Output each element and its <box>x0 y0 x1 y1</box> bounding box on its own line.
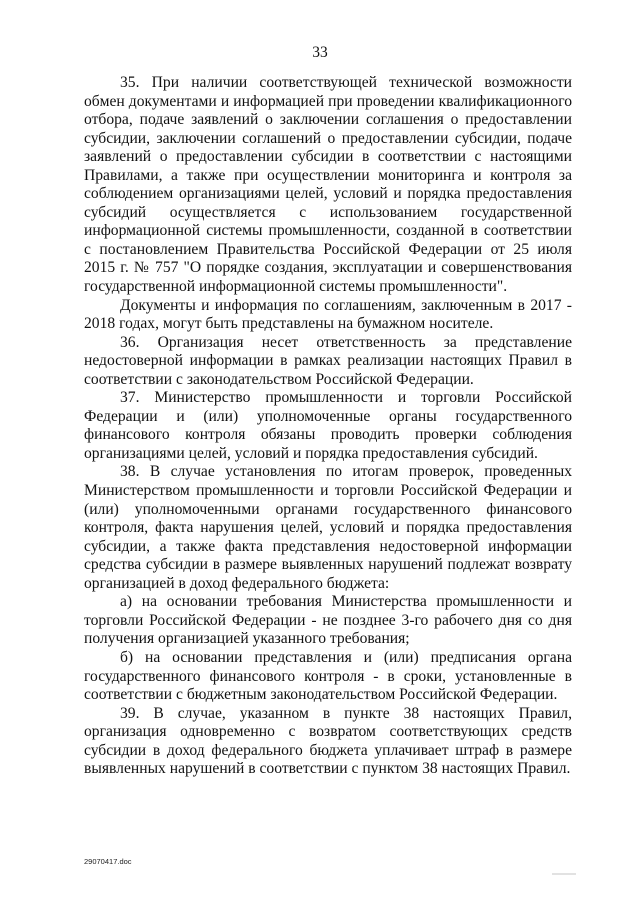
paragraph-38-item-b: б) на основании представления и (или) предписания органа государственного финансового контроля - в сроки, установленные в соответствии с бюджетным законодательством Российской Федерации. <box>84 648 572 704</box>
page-number: 33 <box>312 44 328 61</box>
scan-mark <box>552 873 576 875</box>
paragraph-37: 37. Министерство промышленности и торговли Российской Федерации и (или) уполномоченные органы государственного финансового контроля обязаны проводить проверки соблюдения организациями целей, условий и порядка предоставления субсидий. <box>84 389 572 462</box>
paragraph-35: 35. При наличии соответствующей технической возможности обмен документами и информацией при проведении квалификационного отбора, подаче заявлений о заключении соглашения о предоставлении субсидии, заключении соглашений о предоставлении субсидии, подаче заявлений о предоставлении субсидии в соответствии с настоящими Правилами, а также при осуществлении мониторинга и контроля за соблюдением организациями целей, условий и порядка предоставления субсидий осуществляется с использованием государственной информационной системы промышленности, созданной в соответствии с постановлением Правительства Российской Федерации от 25 июля 2015 г. № 757 "О порядке создания, эксплуатации и совершенствования государственной информационной системы промышленности". <box>84 74 572 296</box>
paragraph-35-documents: Документы и информация по соглашениям, заключенным в 2017 - 2018 годах, могут быть представлены на бумажном носителе. <box>84 296 572 333</box>
paragraph-38: 38. В случае установления по итогам проверок, проведенных Министерством промышленности и торговли Российской Федерации и (или) уполномоченными органами государственного финансового контроля, факта нарушения целей, условий и порядка предоставления субсидии, а также факта представления недостоверной информации средства субсидии в размере выявленных нарушений подлежат возврату организацией в доход федерального бюджета: <box>84 463 572 592</box>
paragraph-38-item-a: а) на основании требования Министерства промышленности и торговли Российской Федерации - не позднее 3-го рабочего дня со дня получения организацией указанного требования; <box>84 593 572 648</box>
paragraph-39: 39. В случае, указанном в пункте 38 настоящих Правил, организация одновременно с возвратом соответствующих средств субсидии в доход федерального бюджета уплачивает штраф в размере выявленных нарушений в соответствии с пунктом 38 настоящих Правил. <box>84 704 572 778</box>
paragraph-36: 36. Организация несет ответственность за представление недостоверной информации в рамках реализации настоящих Правил в соответствии с законодательством Российской Федерации. <box>84 333 572 388</box>
footer-document-code: 29070417.doc <box>84 857 132 866</box>
document-body <box>84 74 572 779</box>
